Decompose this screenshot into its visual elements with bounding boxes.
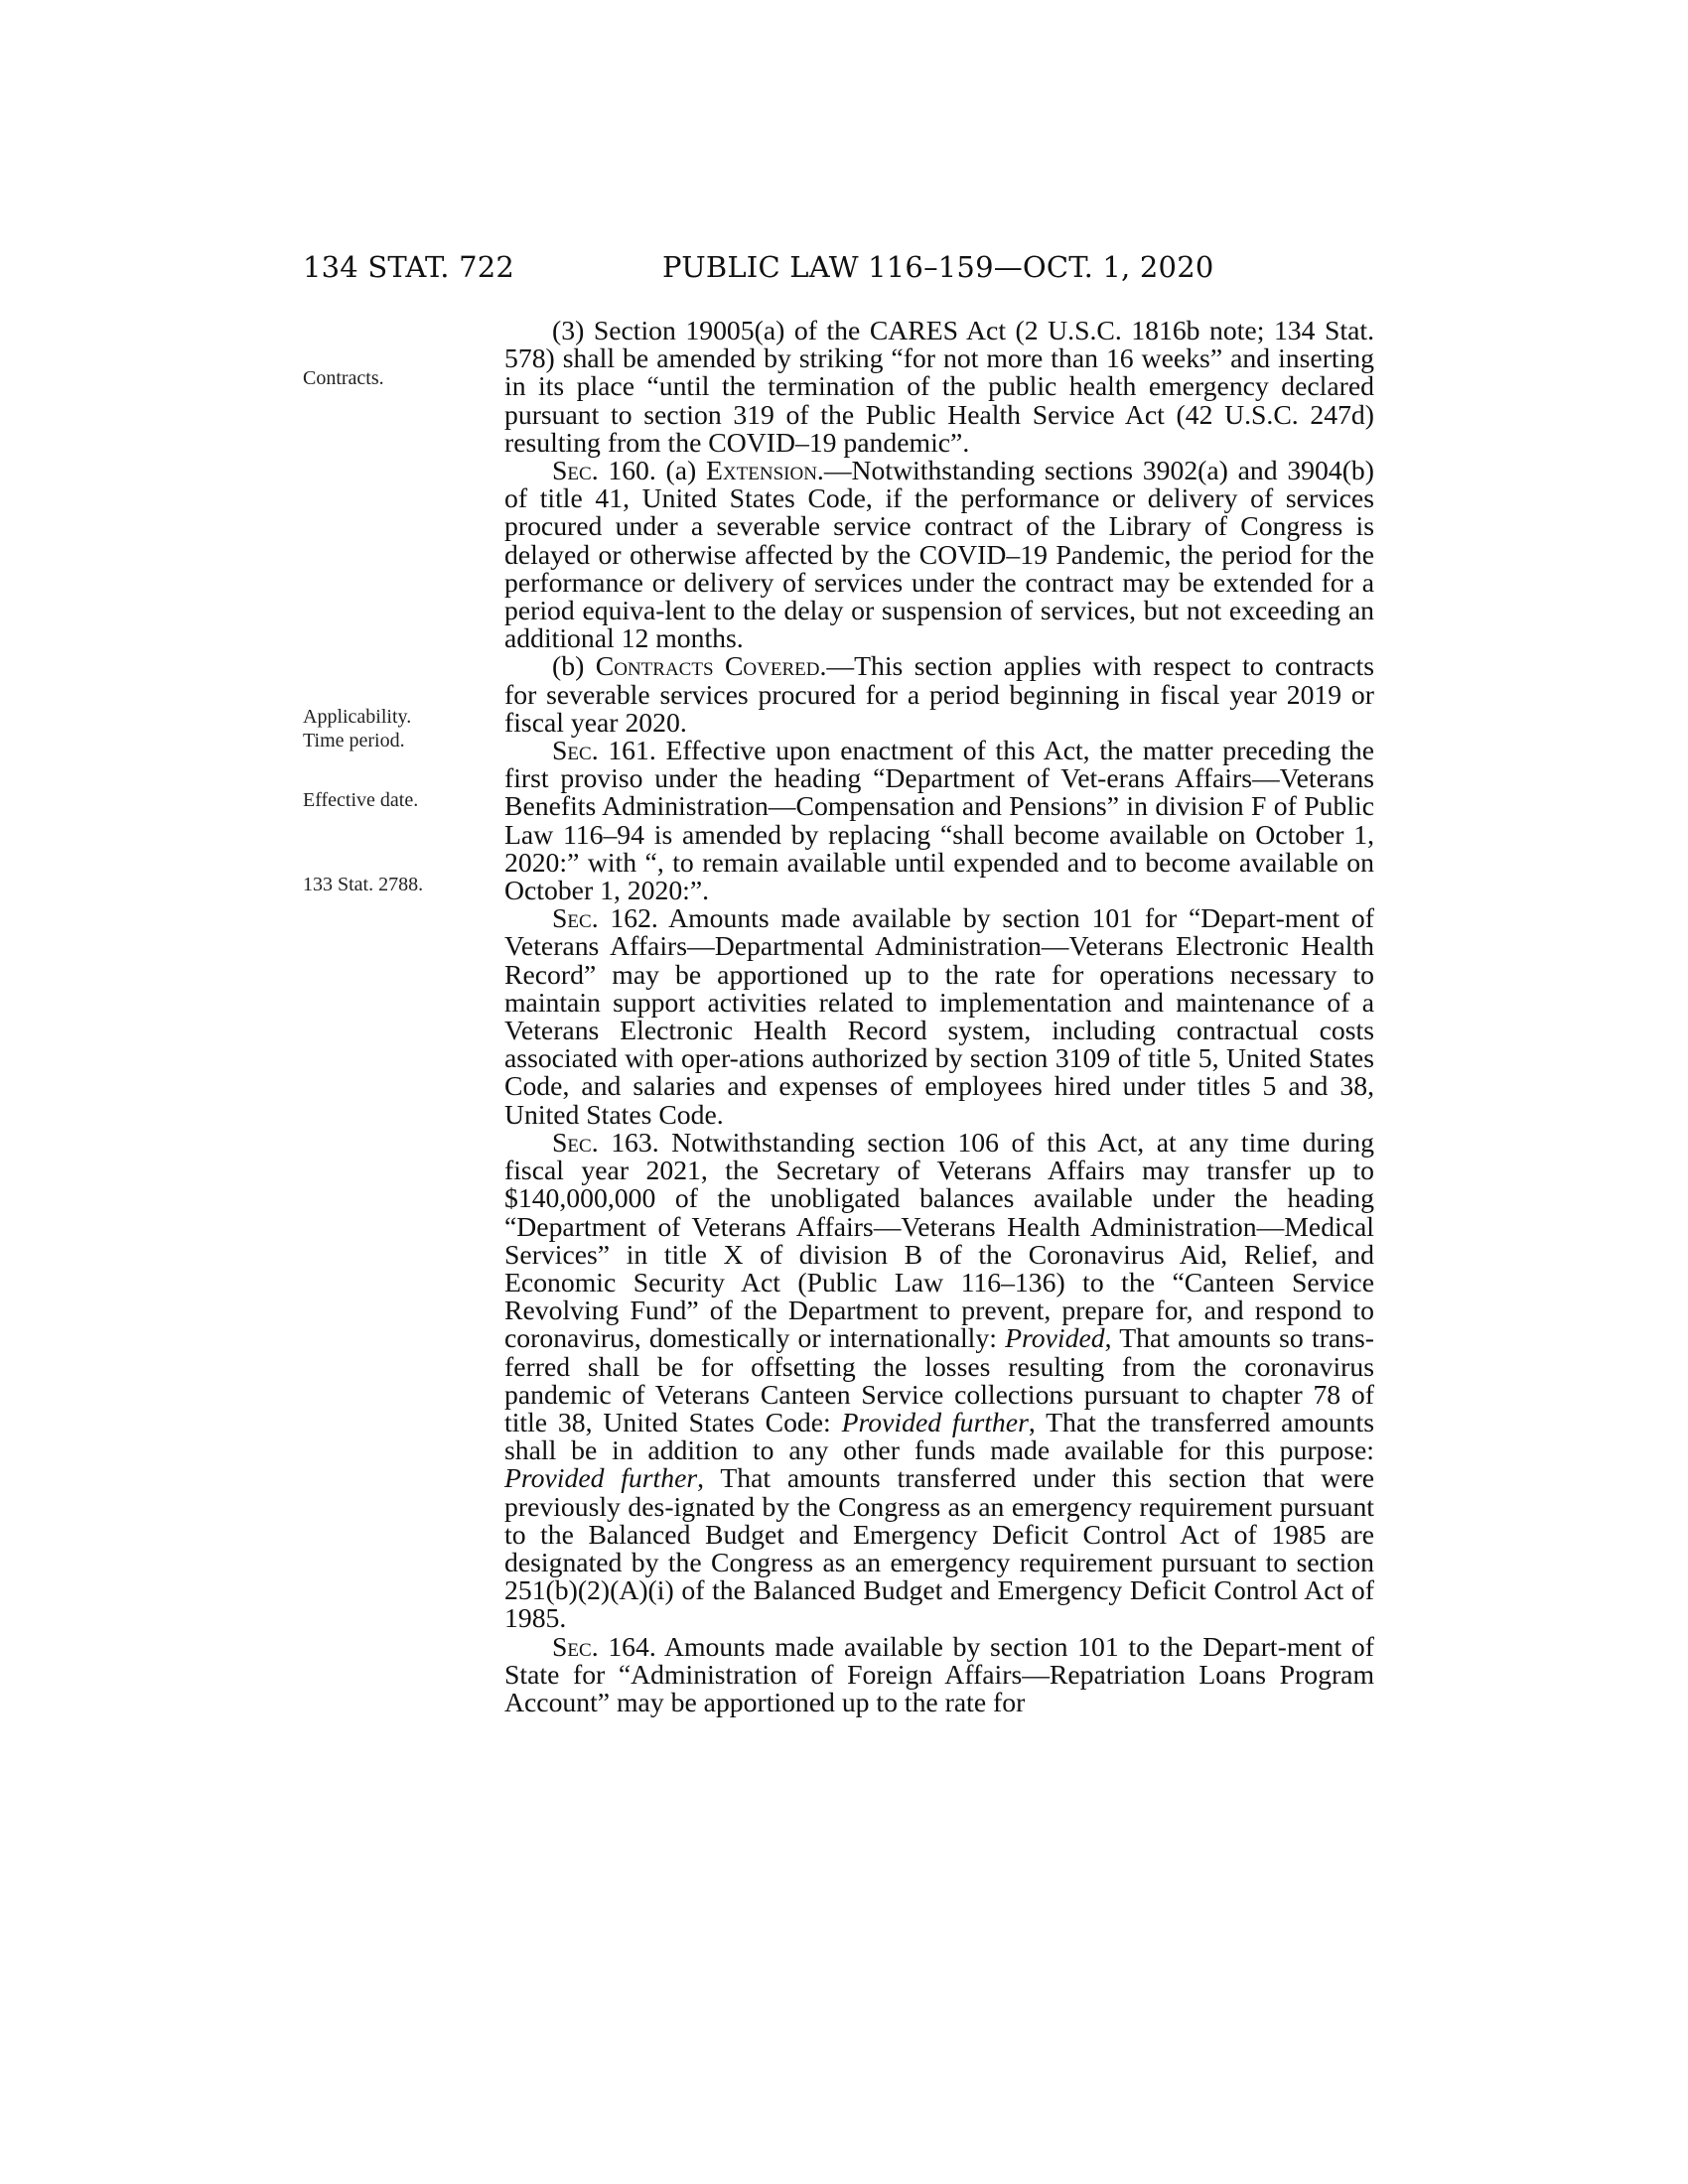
sec-label: Sec [552, 902, 592, 934]
proviso-provided: Provided [1005, 1322, 1105, 1354]
sec-label: Sec [552, 735, 592, 766]
section-161: Sec. 161. Effective upon enactment of this Act, the matter preceding the first proviso under the heading “Department of Vet-erans Affairs—Veterans Benefits Administration—Compensation and Pensions” in division F of Public Law 116–94 is amended by replacing “shall become available on October 1, 2020:” with “, to remain available until expended and to become available on October 1, 2020:”. [504, 735, 1374, 906]
margin-note-applicability: Applicability. [303, 706, 412, 728]
margin-note-effective-date: Effective date. [303, 789, 419, 811]
section-160-b: (b) Contracts Covered.—This section applies with respect to contracts for severable services procured for a period beginning in fiscal year 2019 or fiscal year 2020. [504, 650, 1374, 738]
sec-label: Sec [552, 1630, 592, 1662]
paragraph-3: (3) Section 19005(a) of the CARES Act (2 U.S.C. 1816b note; 134 Stat. 578) shall be amended by striking “for not more than 16 weeks” and inserting in its place “until the termination of the public health emergency declared pursuant to section 319 of the Public Health Service Act (42 U.S.C. 247d) resulting from the COVID–19 pandemic”. [504, 315, 1374, 458]
running-title: PUBLIC LAW 116–159—OCT. 1, 2020 [662, 250, 1214, 284]
page-header [303, 250, 1375, 290]
sec-label: Sec [552, 1126, 592, 1158]
section-160-a: Sec. 160. (a) Extension.—Notwithstanding sections 3902(a) and 3904(b) of title 41, United States Code, if the performance or delivery of services procured under a severable service contract of the Library of Congress is delayed or otherwise affected by the COVID–19 Pandemic, the period for the performance or delivery of services under the contract may be extended for a period equiva-lent to the delay or suspension of services, but not exceeding an additional 12 months. [504, 455, 1374, 654]
section-164: Sec. 164. Amounts made available by section 101 to the Depart-ment of State for “Administration of Foreign Affairs—Repatriation Loans Program Account” may be apportioned up to the rate for [504, 1630, 1374, 1717]
subsection-heading-contracts-covered: Contracts Covered [595, 650, 820, 682]
document-body [504, 317, 1374, 1716]
section-162: Sec. 162. Amounts made available by section 101 for “Depart-ment of Veterans Affairs—Departmental Administration—Veterans Electronic Health Record” may be apportioned up to the rate for operations necessary to maintain support activities related to implementation and maintenance of a Veterans Electronic Health Record system, including contractual costs associated with oper-ations authorized by section 3109 of title 5, United States Code, and salaries and expenses of employees hired under titles 5 and 38, United States Code. [504, 902, 1374, 1130]
proviso-provided-further: Provided further [841, 1406, 1029, 1437]
margin-note-applicability-time-period [303, 705, 501, 752]
section-163: Sec. 163. Notwithstanding section 106 of this Act, at any time during fiscal year 2021, the Secretary of Veterans Affairs may transfer up to $140,000,000 of the unobligated balances available under the heading “Department of Veterans Affairs—Veterans Health Administration—Medical Services” in title X of division B of the Coronavirus Aid, Relief, and Economic Security Act (Public Law 116–136) to the “Canteen Service Revolving Fund” of the Department to prevent, prepare for, and respond to coronavirus, domestically or internationally: Provided, That amounts so trans-ferred shall be for offsetting the losses resulting from the coronavirus pandemic of Veterans Canteen Service collections pursuant to chapter 78 of title 38, United States Code: Provided further, That the transferred amounts shall be in addition to any other funds made available for this purpose: Provided further, That amounts transferred under this section that were previously des-ignated by the Congress as an emergency requirement pursuant to the Balanced Budget and Emergency Deficit Control Act of 1985 are designated by the Congress as an emergency requirement pursuant to section 251(b)(2)(A)(i) of the Balanced Budget and Emergency Deficit Control Act of 1985. [504, 1126, 1375, 1634]
margin-note-stat-reference: 133 Stat. 2788. [303, 874, 424, 895]
page-stat-number: 134 STAT. 722 [303, 250, 515, 284]
proviso-provided-further: Provided further [504, 1462, 698, 1494]
margin-note-contracts: Contracts. [303, 367, 384, 389]
sec-label: Sec [552, 455, 592, 486]
subsection-heading-extension: Extension [706, 455, 817, 486]
margin-note-time-period: Time period. [303, 730, 405, 751]
